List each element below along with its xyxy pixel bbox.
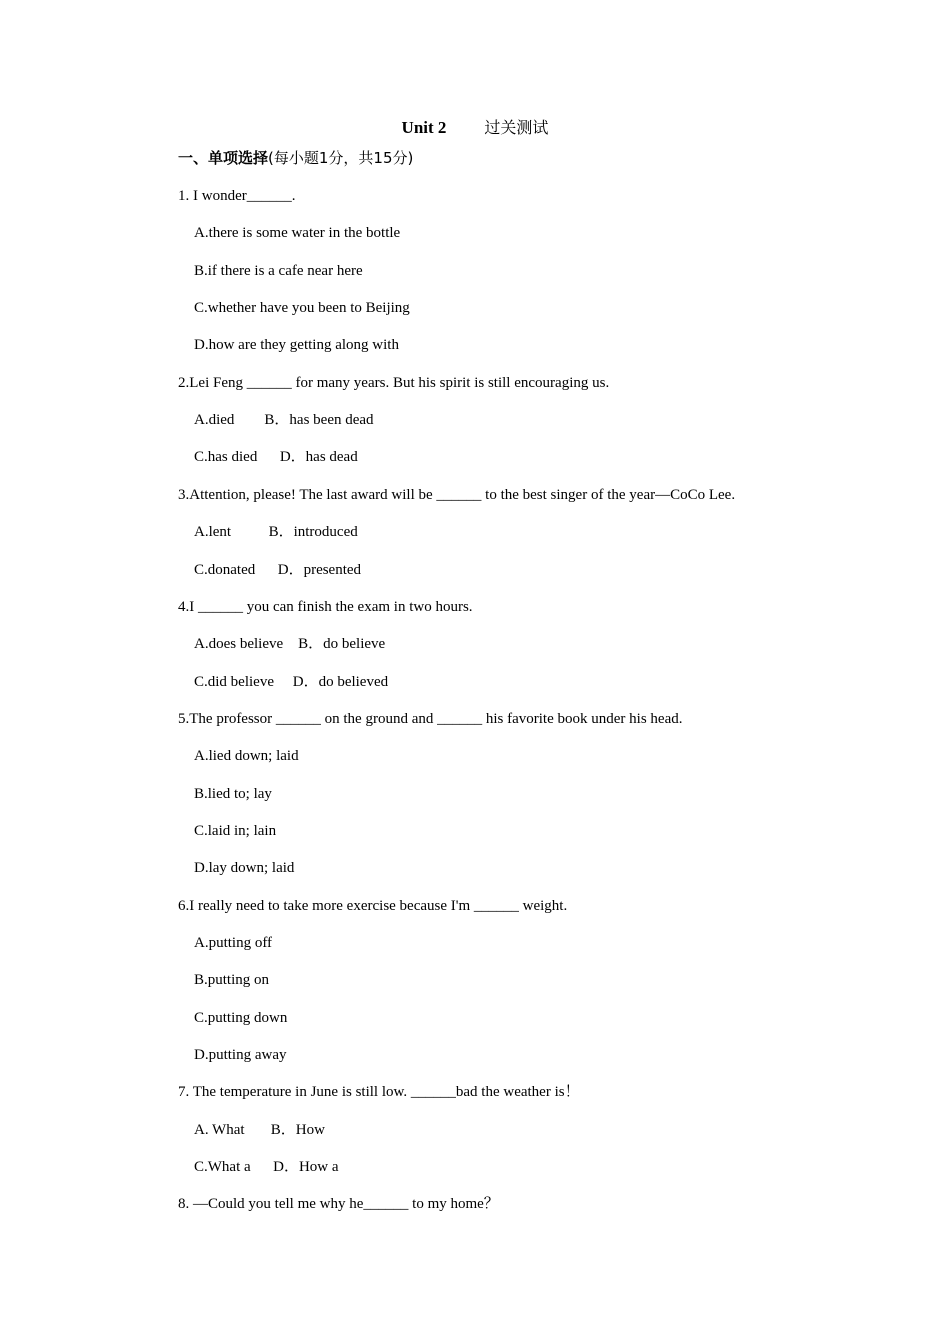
answer-option: C.donated D．presented (194, 562, 362, 578)
title-unit: Unit 2 (401, 118, 447, 137)
answer-option: C.did believe D．do believed (194, 674, 389, 690)
answer-option: C.laid in; lain (194, 823, 277, 839)
question-stem: 2.Lei Feng ______ for many years. But his spirit is still encouraging us. (178, 375, 610, 391)
answer-option: A. What B．How (194, 1122, 325, 1138)
answer-option: A.putting off (194, 935, 273, 951)
question-stem: 1. I wonder______. (178, 188, 296, 204)
section-heading (178, 147, 413, 169)
question-stem: 8. —Could you tell me why he______ to my home？ (178, 1196, 499, 1212)
answer-option: B.putting on (194, 972, 270, 988)
answer-option: C.has died D．has dead (194, 449, 358, 465)
title-subtitle: 过关测试 (484, 118, 549, 137)
question-stem: 3.Attention, please! The last award will be ______ to the best singer of the year—CoCo Lee. (178, 487, 736, 503)
question-stem: 6.I really need to take more exercise because I'm ______ weight. (178, 898, 568, 914)
section-heading-label: 一、单项选择 (178, 149, 269, 167)
answer-option: A.does believe B．do believe (194, 636, 386, 652)
answer-option: C.What a D．How a (194, 1159, 339, 1175)
page-title (0, 115, 950, 141)
answer-option: A.lent B．introduced (194, 524, 358, 540)
answer-option: A.died B．has been dead (194, 412, 374, 428)
answer-option: A.lied down; laid (194, 748, 299, 764)
answer-option: B.if there is a cafe near here (194, 263, 363, 279)
answer-option: C.whether have you been to Beijing (194, 300, 410, 316)
question-stem: 5.The professor ______ on the ground and ______ his favorite book under his head. (178, 711, 683, 727)
section-heading-note: (每小题1分，共15分) (268, 149, 414, 167)
answer-option: C.putting down (194, 1010, 288, 1026)
answer-option: D.how are they getting along with (194, 337, 399, 353)
answer-option: A.there is some water in the bottle (194, 225, 401, 241)
answer-option: D.lay down; laid (194, 860, 295, 876)
question-stem: 7. The temperature in June is still low. ______bad the weather is！ (178, 1084, 580, 1100)
question-stem: 4.I ______ you can finish the exam in two hours. (178, 599, 473, 615)
answer-option: B.lied to; lay (194, 786, 272, 802)
answer-option: D.putting away (194, 1047, 287, 1063)
